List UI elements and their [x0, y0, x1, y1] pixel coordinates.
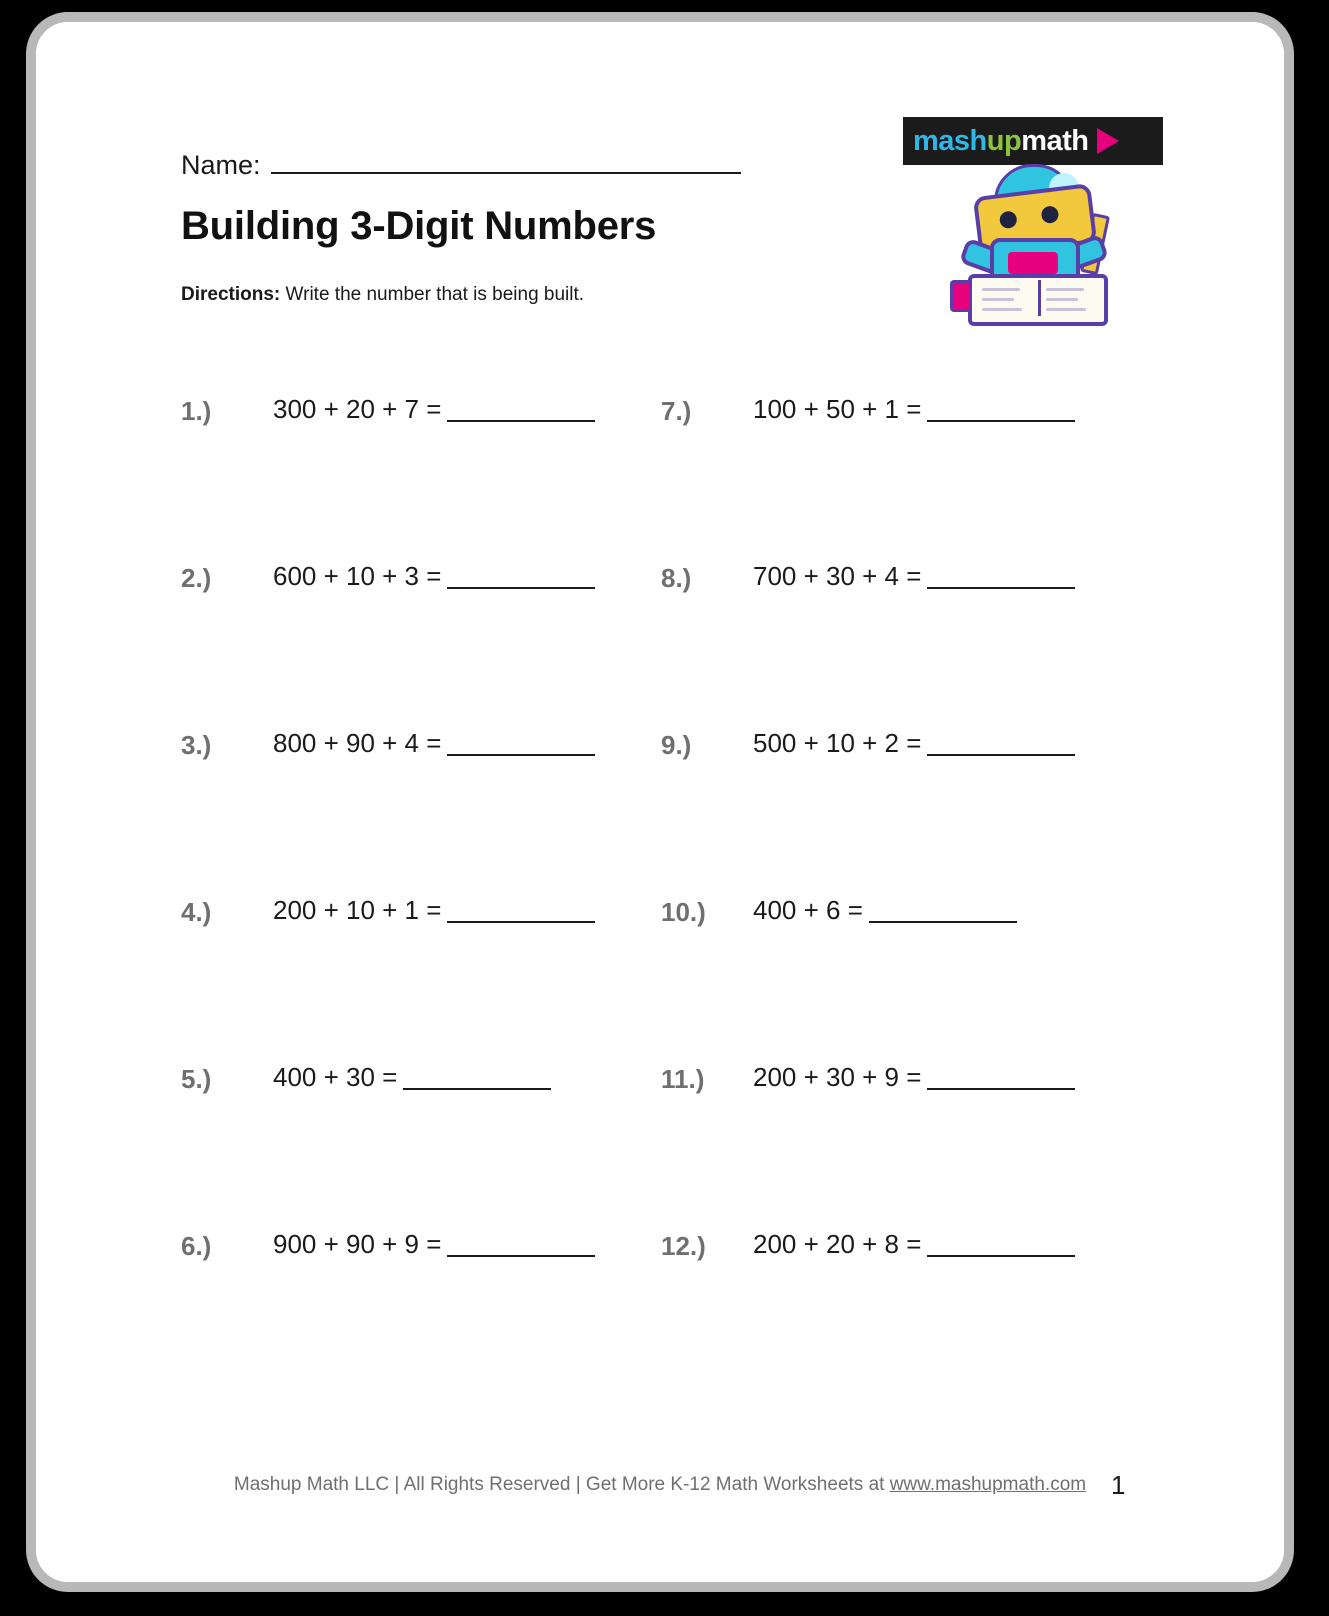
problem-expression-text: 100 + 50 + 1 =	[753, 394, 922, 424]
answer-blank[interactable]	[447, 587, 595, 589]
problem-item	[661, 561, 1141, 728]
problem-expression-text: 400 + 6 =	[753, 895, 863, 925]
problem-item	[661, 728, 1141, 895]
problem-expression	[753, 1229, 1075, 1260]
footer	[36, 1474, 1284, 1496]
problem-expression	[273, 1062, 551, 1093]
problem-item	[181, 1229, 661, 1396]
problem-expression	[753, 895, 1017, 926]
book-text-line	[982, 288, 1020, 291]
footer-text: Mashup Math LLC | All Rights Reserved | Get More K-12 Math Worksheets at	[233, 1474, 890, 1495]
robot-eye-left	[999, 210, 1018, 229]
problem-number: 7.)	[661, 396, 692, 426]
footer-website-link[interactable]: www.mashupmath.com	[889, 1474, 1087, 1495]
directions-text: Write the number that is being built.	[280, 284, 585, 305]
problem-expression	[753, 728, 1075, 759]
problem-item	[181, 728, 661, 895]
problem-number: 4.)	[181, 897, 212, 927]
answer-blank[interactable]	[927, 1088, 1075, 1090]
logo-text-up: up	[986, 124, 1022, 157]
problem-grid	[181, 394, 1161, 1396]
answer-blank[interactable]	[447, 921, 595, 923]
problem-expression-text: 600 + 10 + 3 =	[273, 561, 442, 591]
problem-expression-text: 200 + 30 + 9 =	[753, 1062, 922, 1092]
problem-expression	[753, 1062, 1075, 1093]
problem-expression	[273, 1229, 595, 1260]
problem-row	[181, 1062, 1161, 1229]
problem-expression	[273, 561, 595, 592]
problem-expression-text: 500 + 10 + 2 =	[753, 728, 922, 758]
robot-mascot-icon	[954, 162, 1124, 322]
worksheet-page-frame	[26, 12, 1294, 1592]
problem-expression	[753, 394, 1075, 425]
problem-expression	[273, 394, 595, 425]
problem-item	[661, 1229, 1141, 1396]
problem-item	[661, 394, 1141, 561]
answer-blank[interactable]	[447, 420, 595, 422]
problem-row	[181, 895, 1161, 1062]
problem-item	[181, 394, 661, 561]
logo-text-math: math	[1021, 124, 1089, 157]
name-field-row	[181, 150, 741, 181]
problem-expression-text: 200 + 10 + 1 =	[273, 895, 442, 925]
name-label: Name:	[181, 150, 261, 180]
book-text-line	[1046, 308, 1086, 311]
robot-eye-right	[1040, 205, 1059, 224]
problem-expression-text: 700 + 30 + 4 =	[753, 561, 922, 591]
problem-expression	[753, 561, 1075, 592]
answer-blank[interactable]	[927, 754, 1075, 756]
problem-number: 12.)	[661, 1231, 706, 1261]
problem-number: 8.)	[661, 563, 692, 593]
book-icon	[968, 274, 1108, 326]
directions	[181, 284, 584, 306]
brand-logo	[882, 117, 1162, 332]
name-input-line[interactable]	[271, 150, 741, 174]
page-number: 1	[1111, 1470, 1126, 1500]
problem-expression-text: 400 + 30 =	[273, 1062, 398, 1092]
answer-blank[interactable]	[927, 420, 1075, 422]
problem-expression	[273, 895, 595, 926]
answer-blank[interactable]	[447, 754, 595, 756]
book-spine	[1038, 280, 1041, 316]
problem-row	[181, 1229, 1161, 1396]
problem-expression-text: 200 + 20 + 8 =	[753, 1229, 922, 1259]
problem-item	[181, 561, 661, 728]
problem-item	[181, 1062, 661, 1229]
answer-blank[interactable]	[927, 587, 1075, 589]
problem-number: 1.)	[181, 396, 212, 426]
problem-item	[181, 895, 661, 1062]
directions-label: Directions:	[181, 284, 281, 305]
problem-expression-text: 800 + 90 + 4 =	[273, 728, 442, 758]
book-text-line	[1046, 298, 1078, 301]
problem-number: 5.)	[181, 1064, 212, 1094]
answer-blank[interactable]	[869, 921, 1017, 923]
answer-blank[interactable]	[927, 1255, 1075, 1257]
robot-chest-panel	[1008, 252, 1058, 274]
problem-number: 10.)	[661, 897, 706, 927]
answer-blank[interactable]	[403, 1088, 551, 1090]
logo-wordmark	[903, 117, 1163, 165]
logo-text-mash: mash	[913, 124, 987, 157]
problem-row	[181, 561, 1161, 728]
problem-number: 2.)	[181, 563, 212, 593]
book-text-line	[982, 308, 1022, 311]
problem-row	[181, 728, 1161, 895]
problem-expression	[273, 728, 595, 759]
problem-expression-text: 300 + 20 + 7 =	[273, 394, 442, 424]
answer-blank[interactable]	[447, 1255, 595, 1257]
problem-number: 3.)	[181, 730, 212, 760]
problem-expression-text: 900 + 90 + 9 =	[273, 1229, 442, 1259]
book-text-line	[1046, 288, 1084, 291]
problem-item	[661, 895, 1141, 1062]
book-text-line	[982, 298, 1014, 301]
page-title: Building 3-Digit Numbers	[181, 204, 657, 248]
problem-number: 6.)	[181, 1231, 212, 1261]
problem-number: 11.)	[661, 1064, 705, 1094]
problem-number: 9.)	[661, 730, 692, 760]
play-triangle-icon	[1097, 128, 1119, 154]
book-bookmark	[950, 280, 972, 312]
problem-row	[181, 394, 1161, 561]
problem-item	[661, 1062, 1141, 1229]
worksheet-sheet	[36, 22, 1284, 1582]
